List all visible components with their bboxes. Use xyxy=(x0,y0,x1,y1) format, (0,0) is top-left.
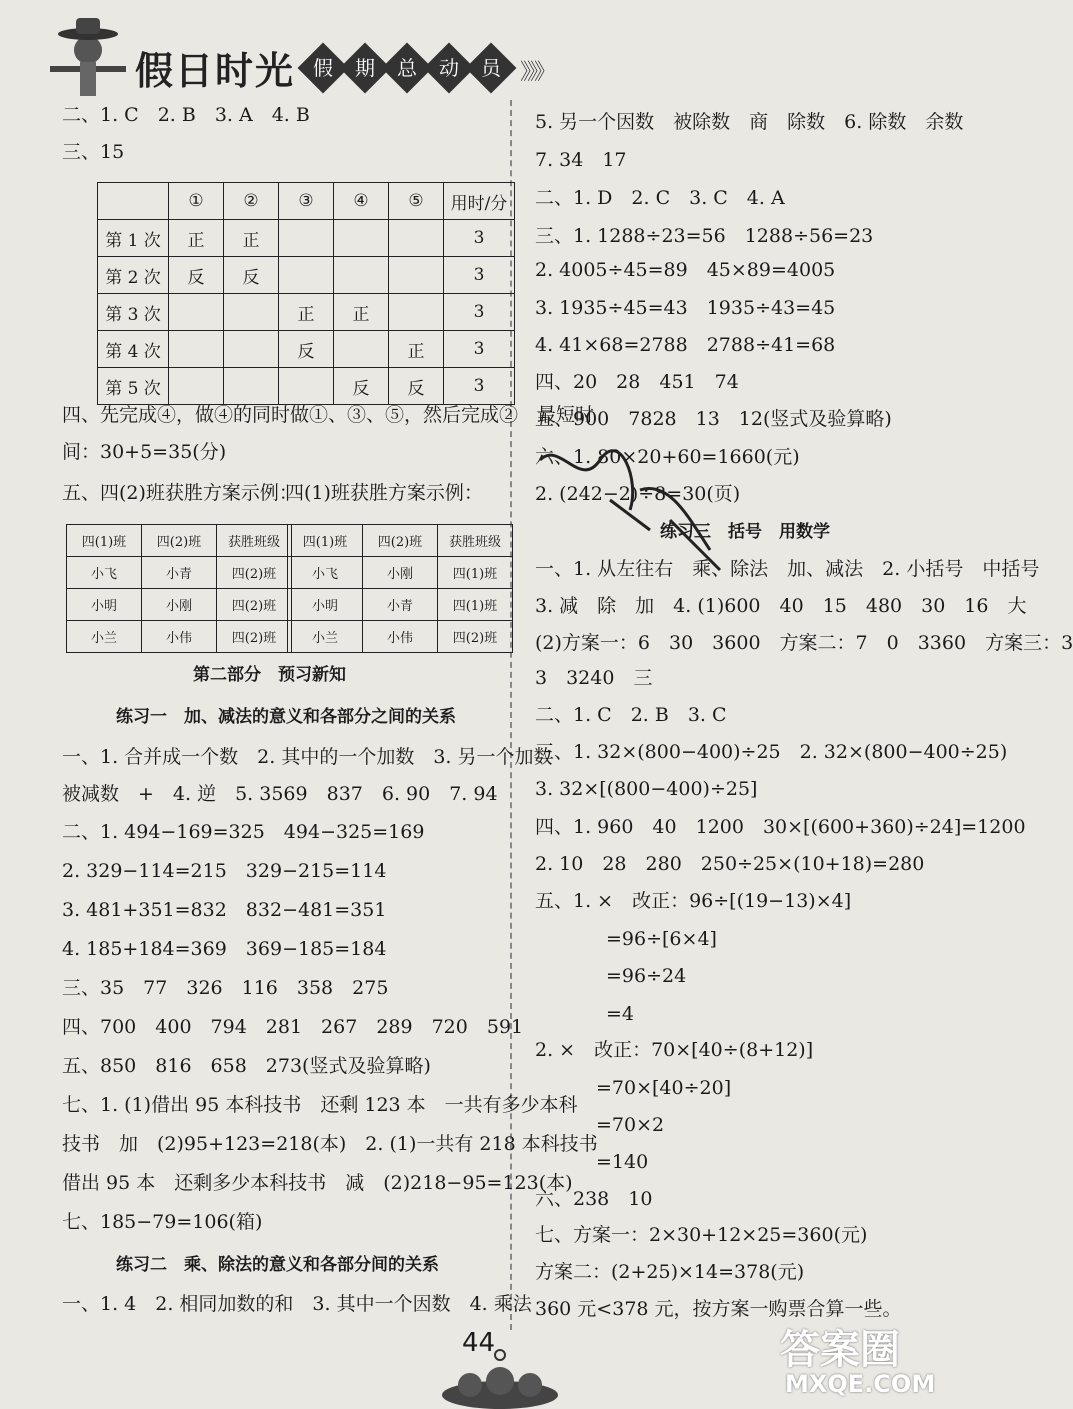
table-cell: 小兰 xyxy=(67,621,142,653)
table-cell: 四(1)班 xyxy=(67,525,142,557)
table-row xyxy=(98,220,515,257)
table-cell: 小兰 xyxy=(288,621,363,653)
table-cell: 3 xyxy=(444,294,515,331)
table-cell xyxy=(224,294,279,331)
answer-line: 一、1. 从左往右 乘、除法 加、减法 2. 小括号 中括号 xyxy=(535,558,1040,580)
answer-line: 3 3240 三 xyxy=(535,667,653,689)
table-cell xyxy=(169,331,224,368)
exercise-heading: 练习三 括号 用数学 xyxy=(660,522,830,542)
answer-line: 三、1. 1288÷23=56 1288÷56=23 xyxy=(535,225,874,247)
exercise-heading: 练习一 加、减法的意义和各部分之间的关系 xyxy=(116,707,456,727)
header-subtitle xyxy=(305,50,509,86)
table-cell: 四(1)班 xyxy=(288,525,363,557)
answer-line: 三、35 77 326 116 358 275 xyxy=(62,977,389,999)
answer-line: (2)方案一：6 30 3600 方案二：7 0 3360 方案三：3 xyxy=(535,632,1073,654)
answer-line: 三、1. 32×(800−400)÷25 2. 32×(800−400÷25) xyxy=(535,741,1008,763)
answer-line: 五、850 816 658 273(竖式及验算略) xyxy=(62,1055,431,1077)
answer-line: 间：30+5=35(分) xyxy=(62,441,227,463)
answer-line: =70×[40÷20] xyxy=(596,1077,732,1099)
answer-line: 四、20 28 451 74 xyxy=(535,371,739,393)
table-cell: 第 1 次 xyxy=(98,220,169,257)
header-subtitle-char: 动 xyxy=(424,43,475,94)
answer-line: 五、1. × 改正：96÷[(19−13)×4] xyxy=(535,890,852,912)
answer-line: 2. 4005÷45=89 45×89=4005 xyxy=(535,259,836,281)
table-cell xyxy=(224,368,279,405)
table-cell: ② xyxy=(224,183,279,220)
header-subtitle-char: 员 xyxy=(466,43,517,94)
table-cell: 反 xyxy=(224,257,279,294)
answer-line: 4. 41×68=2788 2788÷41=68 xyxy=(535,334,836,356)
table-cell xyxy=(334,257,389,294)
answer-line: 一、1. 4 2. 相同加数的和 3. 其中一个因数 4. 乘法 xyxy=(62,1293,532,1315)
watermark-bottom: MXQE.COM xyxy=(785,1370,936,1398)
answer-line: 3. 1935÷45=43 1935÷43=45 xyxy=(535,297,836,319)
table-cell: 用时/分 xyxy=(444,183,515,220)
answer-line: =96÷24 xyxy=(606,965,687,987)
table-cell: ⑤ xyxy=(389,183,444,220)
table-cell: 四(2)班 xyxy=(217,589,292,621)
table-cell: 3 xyxy=(444,257,515,294)
table-row xyxy=(98,368,515,405)
class-2-win-table xyxy=(66,524,292,653)
table-cell: 小青 xyxy=(142,557,217,589)
table-cell xyxy=(334,220,389,257)
section-heading: 第二部分 预习新知 xyxy=(193,665,346,685)
table-cell: 四(2)班 xyxy=(217,621,292,653)
table-cell xyxy=(389,220,444,257)
answer-line: 5. 另一个因数 被除数 商 除数 6. 除数 余数 xyxy=(535,111,964,133)
table-row xyxy=(98,257,515,294)
table-cell: 小刚 xyxy=(142,589,217,621)
table-cell xyxy=(279,220,334,257)
table-row xyxy=(67,525,292,557)
answer-line: 六、1. 80×20+60=1660(元) xyxy=(535,446,800,468)
table-cell: 正 xyxy=(334,294,389,331)
table-cell xyxy=(279,257,334,294)
answer-line: 2. × 改正：70×[40÷(8+12)] xyxy=(535,1039,814,1061)
table-cell: 四(1)班 xyxy=(438,589,513,621)
table-cell: 3 xyxy=(444,331,515,368)
answer-line: 七、方案一：2×30+12×25=360(元) xyxy=(535,1224,868,1246)
answer-line: 二、1. D 2. C 3. C 4. A xyxy=(535,187,785,209)
answer-line: 四、先完成④，做④的同时做①、③、⑤，然后完成② 最短时 xyxy=(62,404,595,426)
table-cell: 正 xyxy=(224,220,279,257)
table-cell xyxy=(334,331,389,368)
answer-line: 360 元<378 元，按方案一购票合算一些。 xyxy=(535,1298,902,1320)
scarecrow-icon xyxy=(40,10,130,100)
answer-line: 一、1. 合并成一个数 2. 其中的一个加数 3. 另一个加数 xyxy=(62,746,553,768)
table-cell: 小飞 xyxy=(67,557,142,589)
table-cell: 四(2)班 xyxy=(217,557,292,589)
table-cell: ① xyxy=(169,183,224,220)
answer-line: 二、1. C 2. B 3. C xyxy=(535,704,727,726)
handwritten-scribble-icon xyxy=(520,420,730,580)
table-cell xyxy=(169,294,224,331)
table-cell: 小青 xyxy=(363,589,438,621)
answer-line: 六、238 10 xyxy=(535,1188,653,1210)
answer-line: =96÷[6×4] xyxy=(606,928,717,950)
table-row xyxy=(98,183,515,220)
answer-line: 4. 185+184=369 369−185=184 xyxy=(62,938,387,960)
header-subtitle-char: 期 xyxy=(340,43,391,94)
table-row xyxy=(288,621,513,653)
table-cell: 第 3 次 xyxy=(98,294,169,331)
table-cell: 正 xyxy=(169,220,224,257)
answer-line: 2. 329−114=215 329−215=114 xyxy=(62,860,387,882)
watermark-top: 答案圈 xyxy=(780,1327,900,1373)
table-row xyxy=(67,621,292,653)
answer-line: 被减数 + 4. 逆 5. 3569 837 6. 90 7. 94 xyxy=(62,783,498,805)
table-cell: 反 xyxy=(279,331,334,368)
header-arrows-icon: 》》》 xyxy=(520,60,553,85)
table-cell: 获胜班级 xyxy=(438,525,513,557)
answer-line: 3. 减 除 加 4. (1)600 40 15 480 30 16 大 xyxy=(535,595,1027,617)
table-cell: 小明 xyxy=(67,589,142,621)
table-cell: 小伟 xyxy=(142,621,217,653)
table-row xyxy=(98,294,515,331)
answer-line: 五、900 7828 13 12(竖式及验算略) xyxy=(535,408,892,430)
answer-line: 五、四(2)班获胜方案示例： xyxy=(62,482,298,504)
table-cell: 第 4 次 xyxy=(98,331,169,368)
answer-line: 借出 95 本 还剩多少本科技书 减 (2)218−95=123(本) xyxy=(62,1172,573,1194)
table-row xyxy=(288,525,513,557)
table-cell: 四(2)班 xyxy=(142,525,217,557)
answer-line: 3. 481+351=832 832−481=351 xyxy=(62,899,387,921)
answer-line: 七、185−79=106(箱) xyxy=(62,1211,263,1233)
table-row xyxy=(288,589,513,621)
table-cell: 反 xyxy=(389,368,444,405)
header-subtitle-char: 总 xyxy=(382,43,433,94)
table-cell: 四(2)班 xyxy=(438,621,513,653)
answer-line: =70×2 xyxy=(596,1114,665,1136)
answer-line: 四(1)班获胜方案示例： xyxy=(285,482,483,504)
answer-line: =4 xyxy=(606,1003,635,1025)
header-title: 假日时光 xyxy=(135,48,296,93)
table-cell xyxy=(224,331,279,368)
table-cell: ③ xyxy=(279,183,334,220)
table-cell xyxy=(389,294,444,331)
header-subtitle-char: 假 xyxy=(298,43,349,94)
table-cell xyxy=(279,368,334,405)
exercise-heading: 练习二 乘、除法的意义和各部分间的关系 xyxy=(116,1255,439,1275)
table-cell: 正 xyxy=(389,331,444,368)
table-cell: 反 xyxy=(334,368,389,405)
table-cell: 四(2)班 xyxy=(363,525,438,557)
answer-line: 3. 32×[(800−400)÷25] xyxy=(535,778,758,800)
table-cell: 小刚 xyxy=(363,557,438,589)
answer-line: 三、15 xyxy=(62,141,125,163)
answer-line: 四、700 400 794 281 267 289 720 591 xyxy=(62,1016,524,1038)
answer-line: 二、1. 494−169=325 494−325=169 xyxy=(62,821,425,843)
table-cell: 第 2 次 xyxy=(98,257,169,294)
answer-line: 二、1. C 2. B 3. A 4. B xyxy=(62,104,310,126)
table-cell: 3 xyxy=(444,220,515,257)
answer-line: 方案二：(2+25)×14=378(元) xyxy=(535,1261,805,1283)
table-cell xyxy=(169,368,224,405)
answer-line: =140 xyxy=(596,1151,649,1173)
coin-timetable xyxy=(97,182,515,405)
class-1-win-table xyxy=(287,524,513,653)
table-cell: 小明 xyxy=(288,589,363,621)
page-number: 44 xyxy=(462,1328,496,1358)
flower-decoration-icon xyxy=(440,1345,560,1405)
table-cell: 小飞 xyxy=(288,557,363,589)
table-row xyxy=(98,331,515,368)
answer-line: 技书 加 (2)95+123=218(本) 2. (1)一共有 218 本科技书 xyxy=(62,1133,598,1155)
table-cell: 正 xyxy=(279,294,334,331)
table-cell: ④ xyxy=(334,183,389,220)
table-cell: 反 xyxy=(169,257,224,294)
table-cell: 第 5 次 xyxy=(98,368,169,405)
table-cell: 3 xyxy=(444,368,515,405)
table-cell xyxy=(389,257,444,294)
page-header xyxy=(40,10,600,100)
table-row xyxy=(67,557,292,589)
table-cell: 小伟 xyxy=(363,621,438,653)
answer-line: 2. (242−2)÷8=30(页) xyxy=(535,483,741,505)
answer-line: 2. 10 28 280 250÷25×(10+18)=280 xyxy=(535,853,925,875)
table-row xyxy=(67,589,292,621)
table-cell: 获胜班级 xyxy=(217,525,292,557)
table-cell: 四(1)班 xyxy=(438,557,513,589)
table-row xyxy=(288,557,513,589)
answer-line: 七、1. (1)借出 95 本科技书 还剩 123 本 一共有多少本科 xyxy=(62,1094,578,1116)
answer-line: 四、1. 960 40 1200 30×[(600+360)÷24]=1200 xyxy=(535,816,1026,838)
table-cell xyxy=(98,183,169,220)
answer-line: 7. 34 17 xyxy=(535,149,627,171)
